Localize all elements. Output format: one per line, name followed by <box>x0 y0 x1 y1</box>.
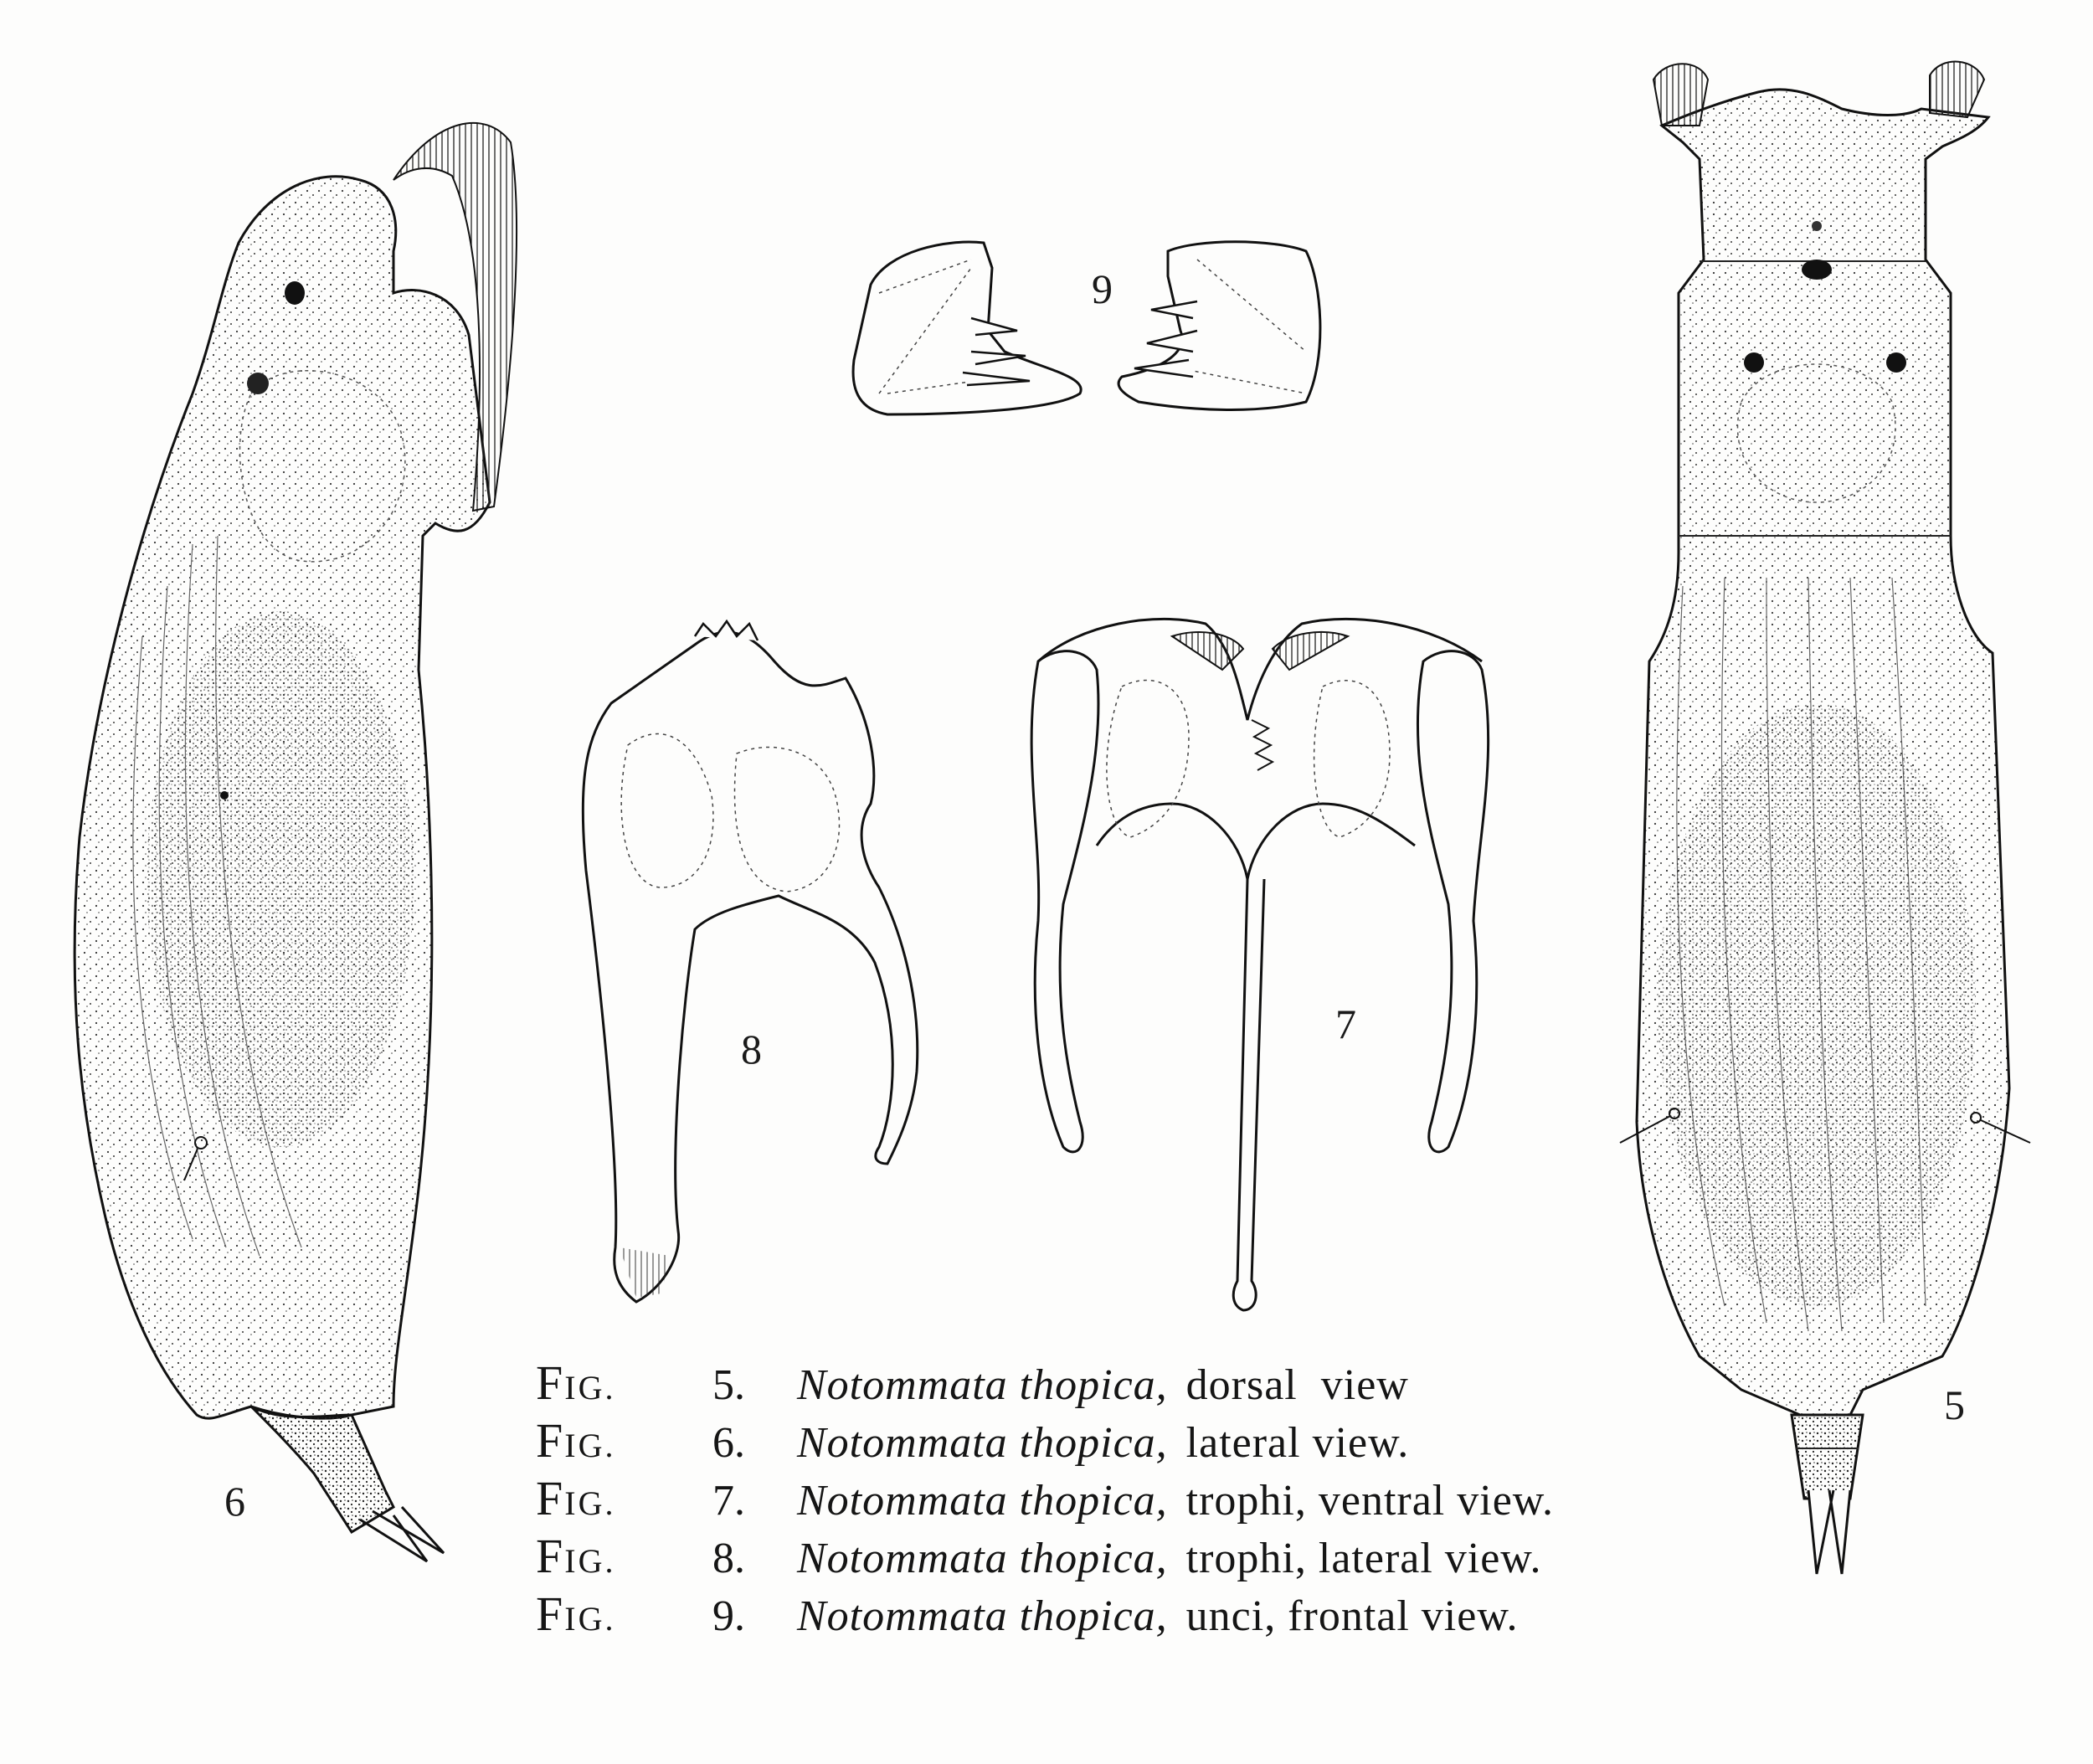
eyespot <box>1744 352 1764 373</box>
fig7-fulcrum <box>1233 879 1264 1310</box>
legend-species: Notommata thopica, <box>797 1419 1168 1467</box>
legend-fig-label: FIG. <box>536 1587 616 1641</box>
legend-species: Notommata thopica, <box>797 1535 1168 1582</box>
figure-6-lateral-view <box>75 123 517 1561</box>
figure-9-unci <box>853 242 1320 414</box>
legend-fig-label: FIG. <box>536 1355 616 1410</box>
fig8-manubrium-hatch <box>620 1247 670 1298</box>
fig5-corona-cilia-right <box>1930 62 1984 117</box>
fig5-pore <box>1812 221 1822 231</box>
figure-number-5: 5 <box>1944 1381 1965 1428</box>
figure-8-trophi-lateral <box>583 621 918 1302</box>
legend-row <box>536 1355 1808 1412</box>
fig8-ramus <box>583 632 918 1302</box>
fig6-stomach <box>147 611 414 1147</box>
legend-fig-label: FIG. <box>536 1471 616 1525</box>
legend-row <box>536 1586 1808 1643</box>
legend-description: trophi, lateral view. <box>1185 1535 1542 1582</box>
legend-fig-number: 6. <box>712 1419 745 1467</box>
fig9-left-uncus <box>853 242 1081 414</box>
legend-fig-number: 9. <box>712 1592 745 1640</box>
fig5-stomach <box>1658 703 1976 1306</box>
legend-description: unci, frontal view. <box>1185 1592 1519 1640</box>
eyespot <box>285 281 305 305</box>
legend-fig-number: 7. <box>712 1477 745 1525</box>
legend-fig-number: 8. <box>712 1535 745 1582</box>
fig7-uncus-teeth <box>1172 632 1348 670</box>
fig6-dot <box>220 791 229 800</box>
eyespot <box>1802 260 1832 280</box>
legend-species: Notommata thopica, <box>797 1361 1168 1409</box>
legend-row <box>536 1528 1808 1586</box>
legend-description: dorsal view <box>1185 1361 1409 1409</box>
legend-fig-number: 5. <box>712 1361 745 1409</box>
fig7-median-teeth <box>1252 720 1273 770</box>
fig7-ramus-outline <box>1038 619 1482 879</box>
figure-number-6: 6 <box>224 1478 245 1525</box>
legend-species: Notommata thopica, <box>797 1477 1168 1525</box>
figure-7-trophi-ventral <box>1031 619 1489 1310</box>
figure-5-dorsal-view <box>1620 62 2030 1574</box>
fig9-left-teeth <box>963 318 1030 385</box>
legend-row <box>536 1470 1808 1528</box>
legend-species: Notommata thopica, <box>797 1592 1168 1640</box>
figure-number-9: 9 <box>1092 265 1113 312</box>
legend-row <box>536 1412 1808 1470</box>
fig9-right-uncus <box>1118 242 1320 410</box>
fig5-toes <box>1808 1490 1850 1574</box>
legend-fig-label: FIG. <box>536 1529 616 1583</box>
fig7-right-manubrium <box>1417 651 1488 1152</box>
fig5-corona-cilia-left <box>1653 64 1708 126</box>
legend-description: lateral view. <box>1185 1419 1410 1467</box>
figure-number-8: 8 <box>741 1026 762 1072</box>
fig6-foot <box>251 1407 393 1532</box>
eyespot <box>1886 352 1906 373</box>
figure-number-7: 7 <box>1335 1000 1356 1047</box>
fig7-left-manubrium <box>1031 651 1098 1152</box>
legend-description: trophi, ventral view. <box>1185 1477 1554 1525</box>
legend-fig-label: FIG. <box>536 1413 616 1468</box>
eyespot <box>247 373 269 394</box>
figure-legend <box>536 1355 1808 1643</box>
fig9-right-teeth <box>1134 301 1197 377</box>
